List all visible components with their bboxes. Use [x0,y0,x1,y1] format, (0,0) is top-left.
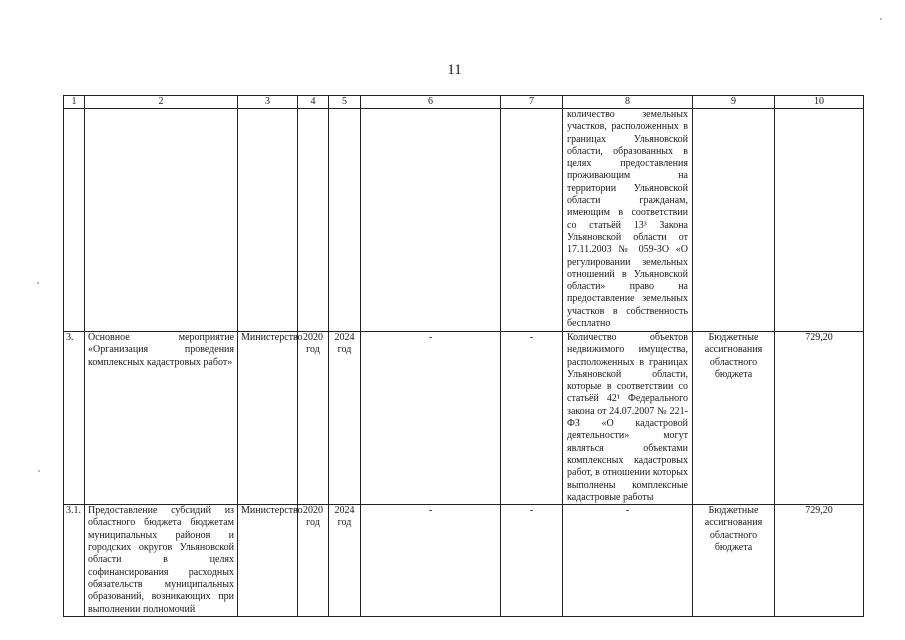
header-col-3: 3 [238,96,298,109]
col7-cell: - [501,505,563,617]
header-col-5: 5 [329,96,361,109]
start-year: 2020 год [298,505,329,617]
executor-cell: Министерство [238,332,298,505]
activity-name: Основное мероприятие «Организация проведения комплексных кадастровых работ» [85,332,238,505]
page-number: 11 [447,62,462,78]
row-number: 3.1. [64,505,85,617]
indicator-cell: Количество объектов недвижимого имущества, расположенных в границах Ульяновской области, которые в соответствии со статьёй 42¹ Федерального закона от 24.07.2007 № 221-ФЗ «О кадастровой деятельности» могут являться объектами комплексных кадастровых работ, в отношении которых выполнены комплексные кадастровые работы [563,332,693,505]
end-year: 2024 год [329,505,361,617]
program-table [63,95,864,617]
table-row [64,505,864,617]
row-number: 3. [64,332,85,505]
indicator-cell: - [563,505,693,617]
end-year: 2024 год [329,332,361,505]
table-row-continuation [64,109,864,332]
funding-source: Бюджетные ассигнования областного бюджета [693,505,775,617]
executor-cell: Министерство [238,505,298,617]
start-year: 2020 год [298,332,329,505]
scan-speck [38,470,40,472]
table-header-row [64,96,864,109]
header-col-4: 4 [298,96,329,109]
col7-cell: - [501,332,563,505]
col6-cell: - [361,332,501,505]
header-col-2: 2 [85,96,238,109]
scan-speck [37,282,39,284]
header-col-9: 9 [693,96,775,109]
col6-cell: - [361,505,501,617]
header-col-6: 6 [361,96,501,109]
table-row [64,332,864,505]
funding-source: Бюджетные ассигнования областного бюджета [693,332,775,505]
header-col-1: 1 [64,96,85,109]
activity-name: Предоставление субсидий из областного бюджета бюджетам муниципальных районов и городских округов Ульяновской области в целях софинансирования расходных обязательств муниципальных образований, возникающих при выполнении полномочий [85,505,238,617]
header-col-8: 8 [563,96,693,109]
amount-cell: 729,20 [775,332,864,505]
scan-speck [880,18,882,20]
amount-cell: 729,20 [775,505,864,617]
header-col-10: 10 [775,96,864,109]
header-col-7: 7 [501,96,563,109]
indicator-cell: количество земельных участков, расположенных в границах Ульяновской области, образованных в целях предоставления проживающим на территории Ульяновской области гражданам, имеющим в соответствии со статьёй 13³ Закона Ульяновской области от 17.11.2003 № 059-ЗО «О регулировании земельных отношений в Ульяновской области» право на предоставление земельных участков в собственность бесплатно [563,109,693,332]
